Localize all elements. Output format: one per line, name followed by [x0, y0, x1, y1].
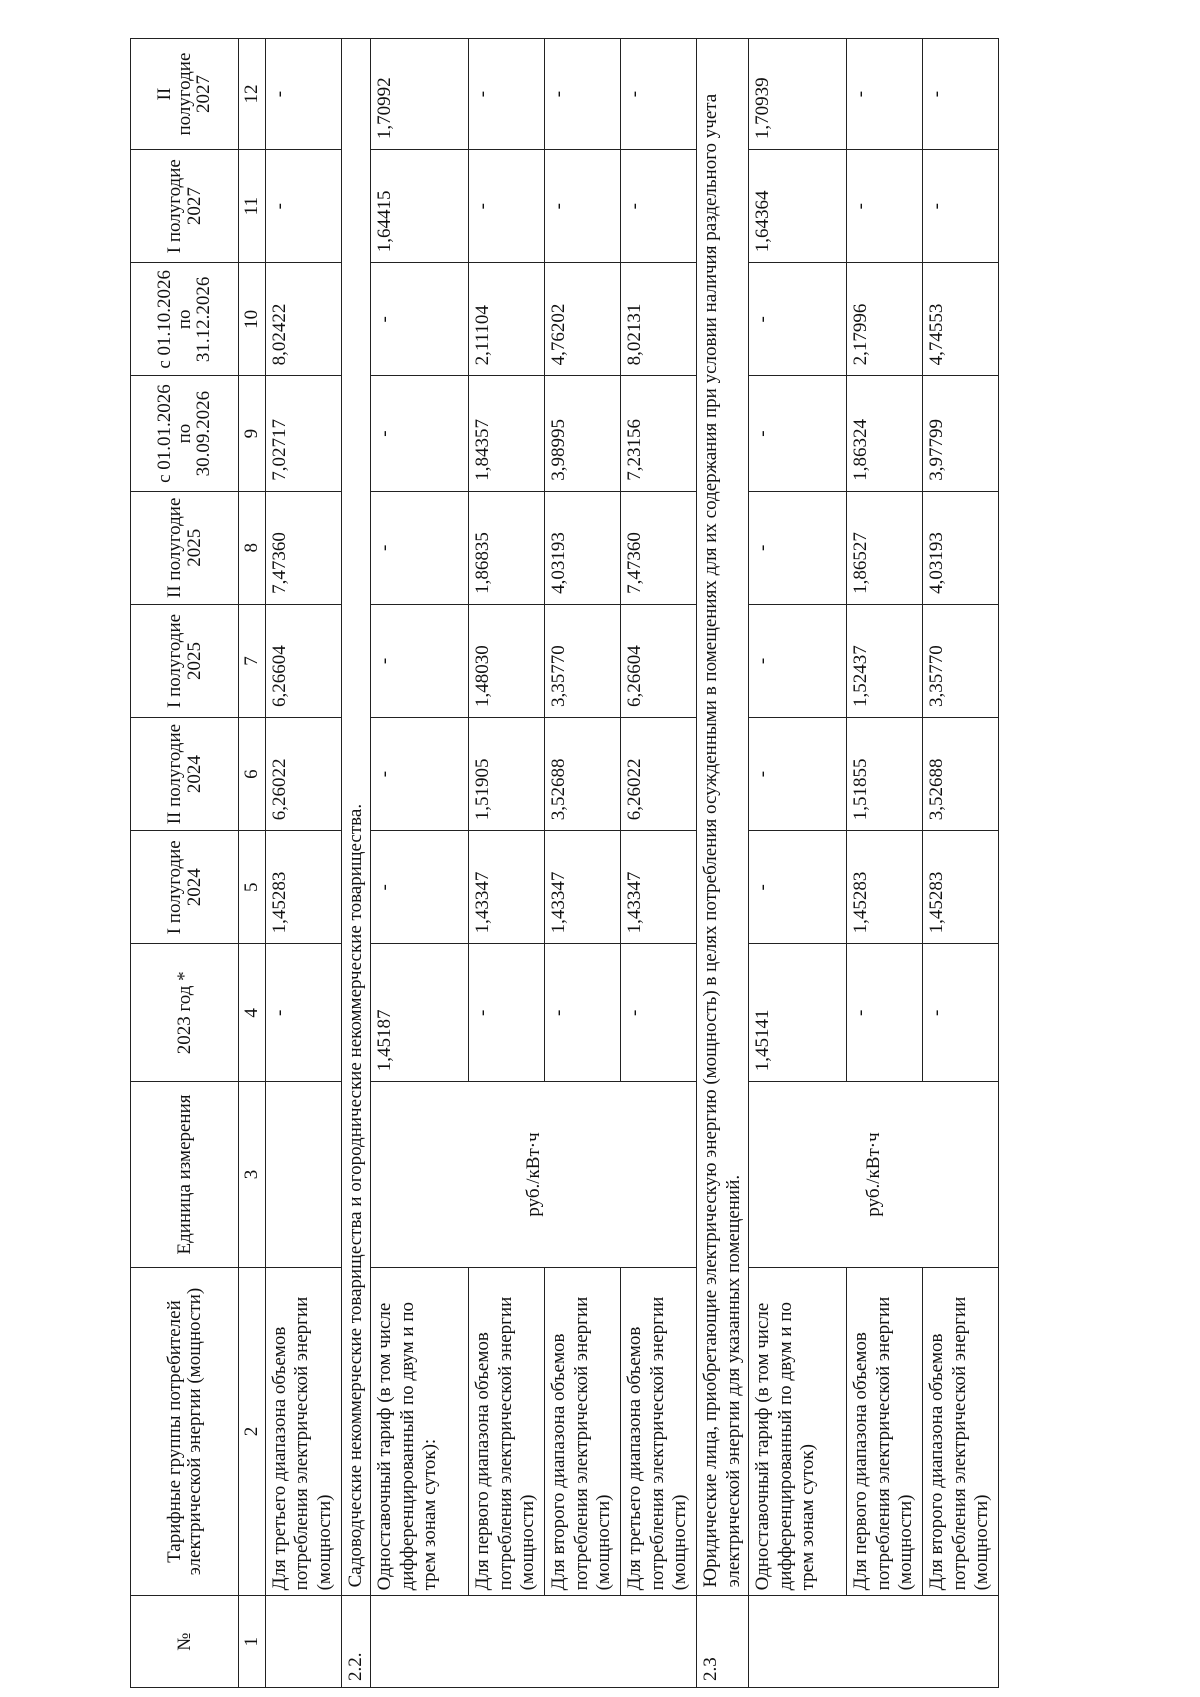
value-cell: 7,47360: [266, 491, 342, 604]
value-cell: -: [749, 604, 847, 717]
value-cell: -: [749, 718, 847, 831]
row-unit: [266, 1082, 342, 1267]
value-cell: 6,26022: [266, 718, 342, 831]
header-cell: Тарифные группы потребителей электрической энергии (мощности): [131, 1267, 239, 1596]
row-name: Для третьего диапазона объемов потребления электрической энергии (мощности): [266, 1267, 342, 1596]
row-name: Для второго диапазона объемов потребления электрической энергии (мощности): [923, 1267, 999, 1596]
table-row: [469, 39, 545, 1688]
row-name: Одноставочный тариф (в том числе дифференцированный по двум и по трем зонам суток):: [371, 1267, 469, 1596]
value-cell: 3,97799: [923, 376, 999, 491]
table-row: [749, 39, 847, 1688]
header-cell: I полугодие 2024: [131, 831, 239, 944]
header-cell: №: [131, 1596, 239, 1688]
column-number: 3: [239, 1082, 266, 1267]
value-cell: 1,51905: [469, 718, 545, 831]
value-cell: 1,45187: [371, 944, 469, 1082]
value-cell: 1,70992: [371, 39, 469, 150]
column-number: 7: [239, 604, 266, 717]
row-number: [266, 1596, 342, 1688]
value-cell: -: [923, 944, 999, 1082]
value-cell: 4,03193: [545, 491, 621, 604]
value-cell: 3,52688: [923, 718, 999, 831]
header-cell: Единица измерения: [131, 1082, 239, 1267]
row-unit: руб./кВт·ч: [371, 1082, 697, 1267]
value-cell: -: [923, 39, 999, 150]
table-row: [371, 39, 469, 1688]
header-cell: I полугодие 2025: [131, 604, 239, 717]
value-cell: 3,35770: [923, 604, 999, 717]
section-header-row: [697, 39, 749, 1688]
value-cell: 8,02422: [266, 263, 342, 376]
value-cell: 2,17996: [847, 263, 923, 376]
column-number: 12: [239, 39, 266, 150]
row-number: [371, 1596, 697, 1688]
value-cell: 1,43347: [469, 831, 545, 944]
value-cell: -: [371, 263, 469, 376]
value-cell: 6,26604: [266, 604, 342, 717]
value-cell: -: [545, 150, 621, 263]
value-cell: 1,84357: [469, 376, 545, 491]
section-header-row: [342, 39, 371, 1688]
value-cell: -: [371, 604, 469, 717]
value-cell: 1,45283: [266, 831, 342, 944]
section-number: 2.2.: [342, 1596, 371, 1688]
value-cell: 7,23156: [621, 376, 697, 491]
value-cell: 7,47360: [621, 491, 697, 604]
header-cell: 2023 год *: [131, 944, 239, 1082]
column-number-row: [239, 39, 266, 1688]
value-cell: -: [923, 150, 999, 263]
table-row: [621, 39, 697, 1688]
value-cell: 1,52437: [847, 604, 923, 717]
row-name: Для второго диапазона объемов потребления электрической энергии (мощности): [545, 1267, 621, 1596]
header-cell: с 01.01.2026 по 30.09.2026: [131, 376, 239, 491]
value-cell: 6,26604: [621, 604, 697, 717]
value-cell: -: [469, 39, 545, 150]
table-row: [847, 39, 923, 1688]
value-cell: 3,52688: [545, 718, 621, 831]
value-cell: 1,70939: [749, 39, 847, 150]
value-cell: -: [371, 718, 469, 831]
row-name: Для третьего диапазона объемов потребления электрической энергии (мощности): [621, 1267, 697, 1596]
header-cell: I полугодие 2027: [131, 150, 239, 263]
value-cell: -: [371, 376, 469, 491]
header-row: [131, 39, 239, 1688]
value-cell: -: [621, 944, 697, 1082]
row-number: [749, 1596, 999, 1688]
value-cell: 8,02131: [621, 263, 697, 376]
value-cell: 1,86527: [847, 491, 923, 604]
column-number: 11: [239, 150, 266, 263]
value-cell: 4,03193: [923, 491, 999, 604]
value-cell: -: [847, 150, 923, 263]
value-cell: -: [469, 150, 545, 263]
header-cell: II полугодие 2025: [131, 491, 239, 604]
tariff-table: [130, 38, 999, 1688]
value-cell: 3,35770: [545, 604, 621, 717]
value-cell: -: [545, 39, 621, 150]
column-number: 6: [239, 718, 266, 831]
header-cell: с 01.10.2026 по 31.12.2026: [131, 263, 239, 376]
value-cell: 4,74553: [923, 263, 999, 376]
value-cell: -: [371, 831, 469, 944]
section-title: Юридические лица, приобретающие электрическую энергию (мощность) в целях потребления осужденными в помещениях для их содержания при условии наличия раздельного учета электрической энергии для указанных помещений.: [697, 39, 749, 1596]
value-cell: -: [847, 944, 923, 1082]
section-title: Садоводческие некоммерческие товарищества и огороднические некоммерческие товарищества.: [342, 39, 371, 1596]
value-cell: 4,76202: [545, 263, 621, 376]
value-cell: -: [545, 944, 621, 1082]
header-cell: II полугодие 2024: [131, 718, 239, 831]
value-cell: 1,45283: [847, 831, 923, 944]
row-unit: руб./кВт·ч: [749, 1082, 999, 1267]
value-cell: 1,64364: [749, 150, 847, 263]
row-name: Для первого диапазона объемов потребления электрической энергии (мощности): [469, 1267, 545, 1596]
value-cell: 1,45283: [923, 831, 999, 944]
value-cell: -: [469, 944, 545, 1082]
value-cell: 1,43347: [621, 831, 697, 944]
header-cell: II полугодие 2027: [131, 39, 239, 150]
column-number: 10: [239, 263, 266, 376]
table-row: [545, 39, 621, 1688]
row-name: Одноставочный тариф (в том числе дифференцированный по двум и по трем зонам суток): [749, 1267, 847, 1596]
value-cell: 7,02717: [266, 376, 342, 491]
value-cell: -: [847, 39, 923, 150]
value-cell: -: [621, 39, 697, 150]
value-cell: -: [621, 150, 697, 263]
value-cell: 1,51855: [847, 718, 923, 831]
column-number: 8: [239, 491, 266, 604]
value-cell: 6,26022: [621, 718, 697, 831]
rotated-landscape-content: [130, 38, 999, 1688]
column-number: 2: [239, 1267, 266, 1596]
value-cell: -: [749, 831, 847, 944]
section-number: 2.3: [697, 1596, 749, 1688]
value-cell: -: [749, 376, 847, 491]
value-cell: 1,45141: [749, 944, 847, 1082]
row-name: Для первого диапазона объемов потребления электрической энергии (мощности): [847, 1267, 923, 1596]
column-number: 4: [239, 944, 266, 1082]
column-number: 9: [239, 376, 266, 491]
value-cell: -: [266, 944, 342, 1082]
value-cell: -: [266, 150, 342, 263]
value-cell: 1,86835: [469, 491, 545, 604]
value-cell: 1,64415: [371, 150, 469, 263]
column-number: 1: [239, 1596, 266, 1688]
table-row: [923, 39, 999, 1688]
value-cell: -: [266, 39, 342, 150]
column-number: 5: [239, 831, 266, 944]
value-cell: -: [749, 491, 847, 604]
value-cell: 2,11104: [469, 263, 545, 376]
value-cell: -: [371, 491, 469, 604]
value-cell: 1,86324: [847, 376, 923, 491]
value-cell: 1,43347: [545, 831, 621, 944]
value-cell: -: [749, 263, 847, 376]
value-cell: 3,98995: [545, 376, 621, 491]
table-row: [266, 39, 342, 1688]
value-cell: 1,48030: [469, 604, 545, 717]
